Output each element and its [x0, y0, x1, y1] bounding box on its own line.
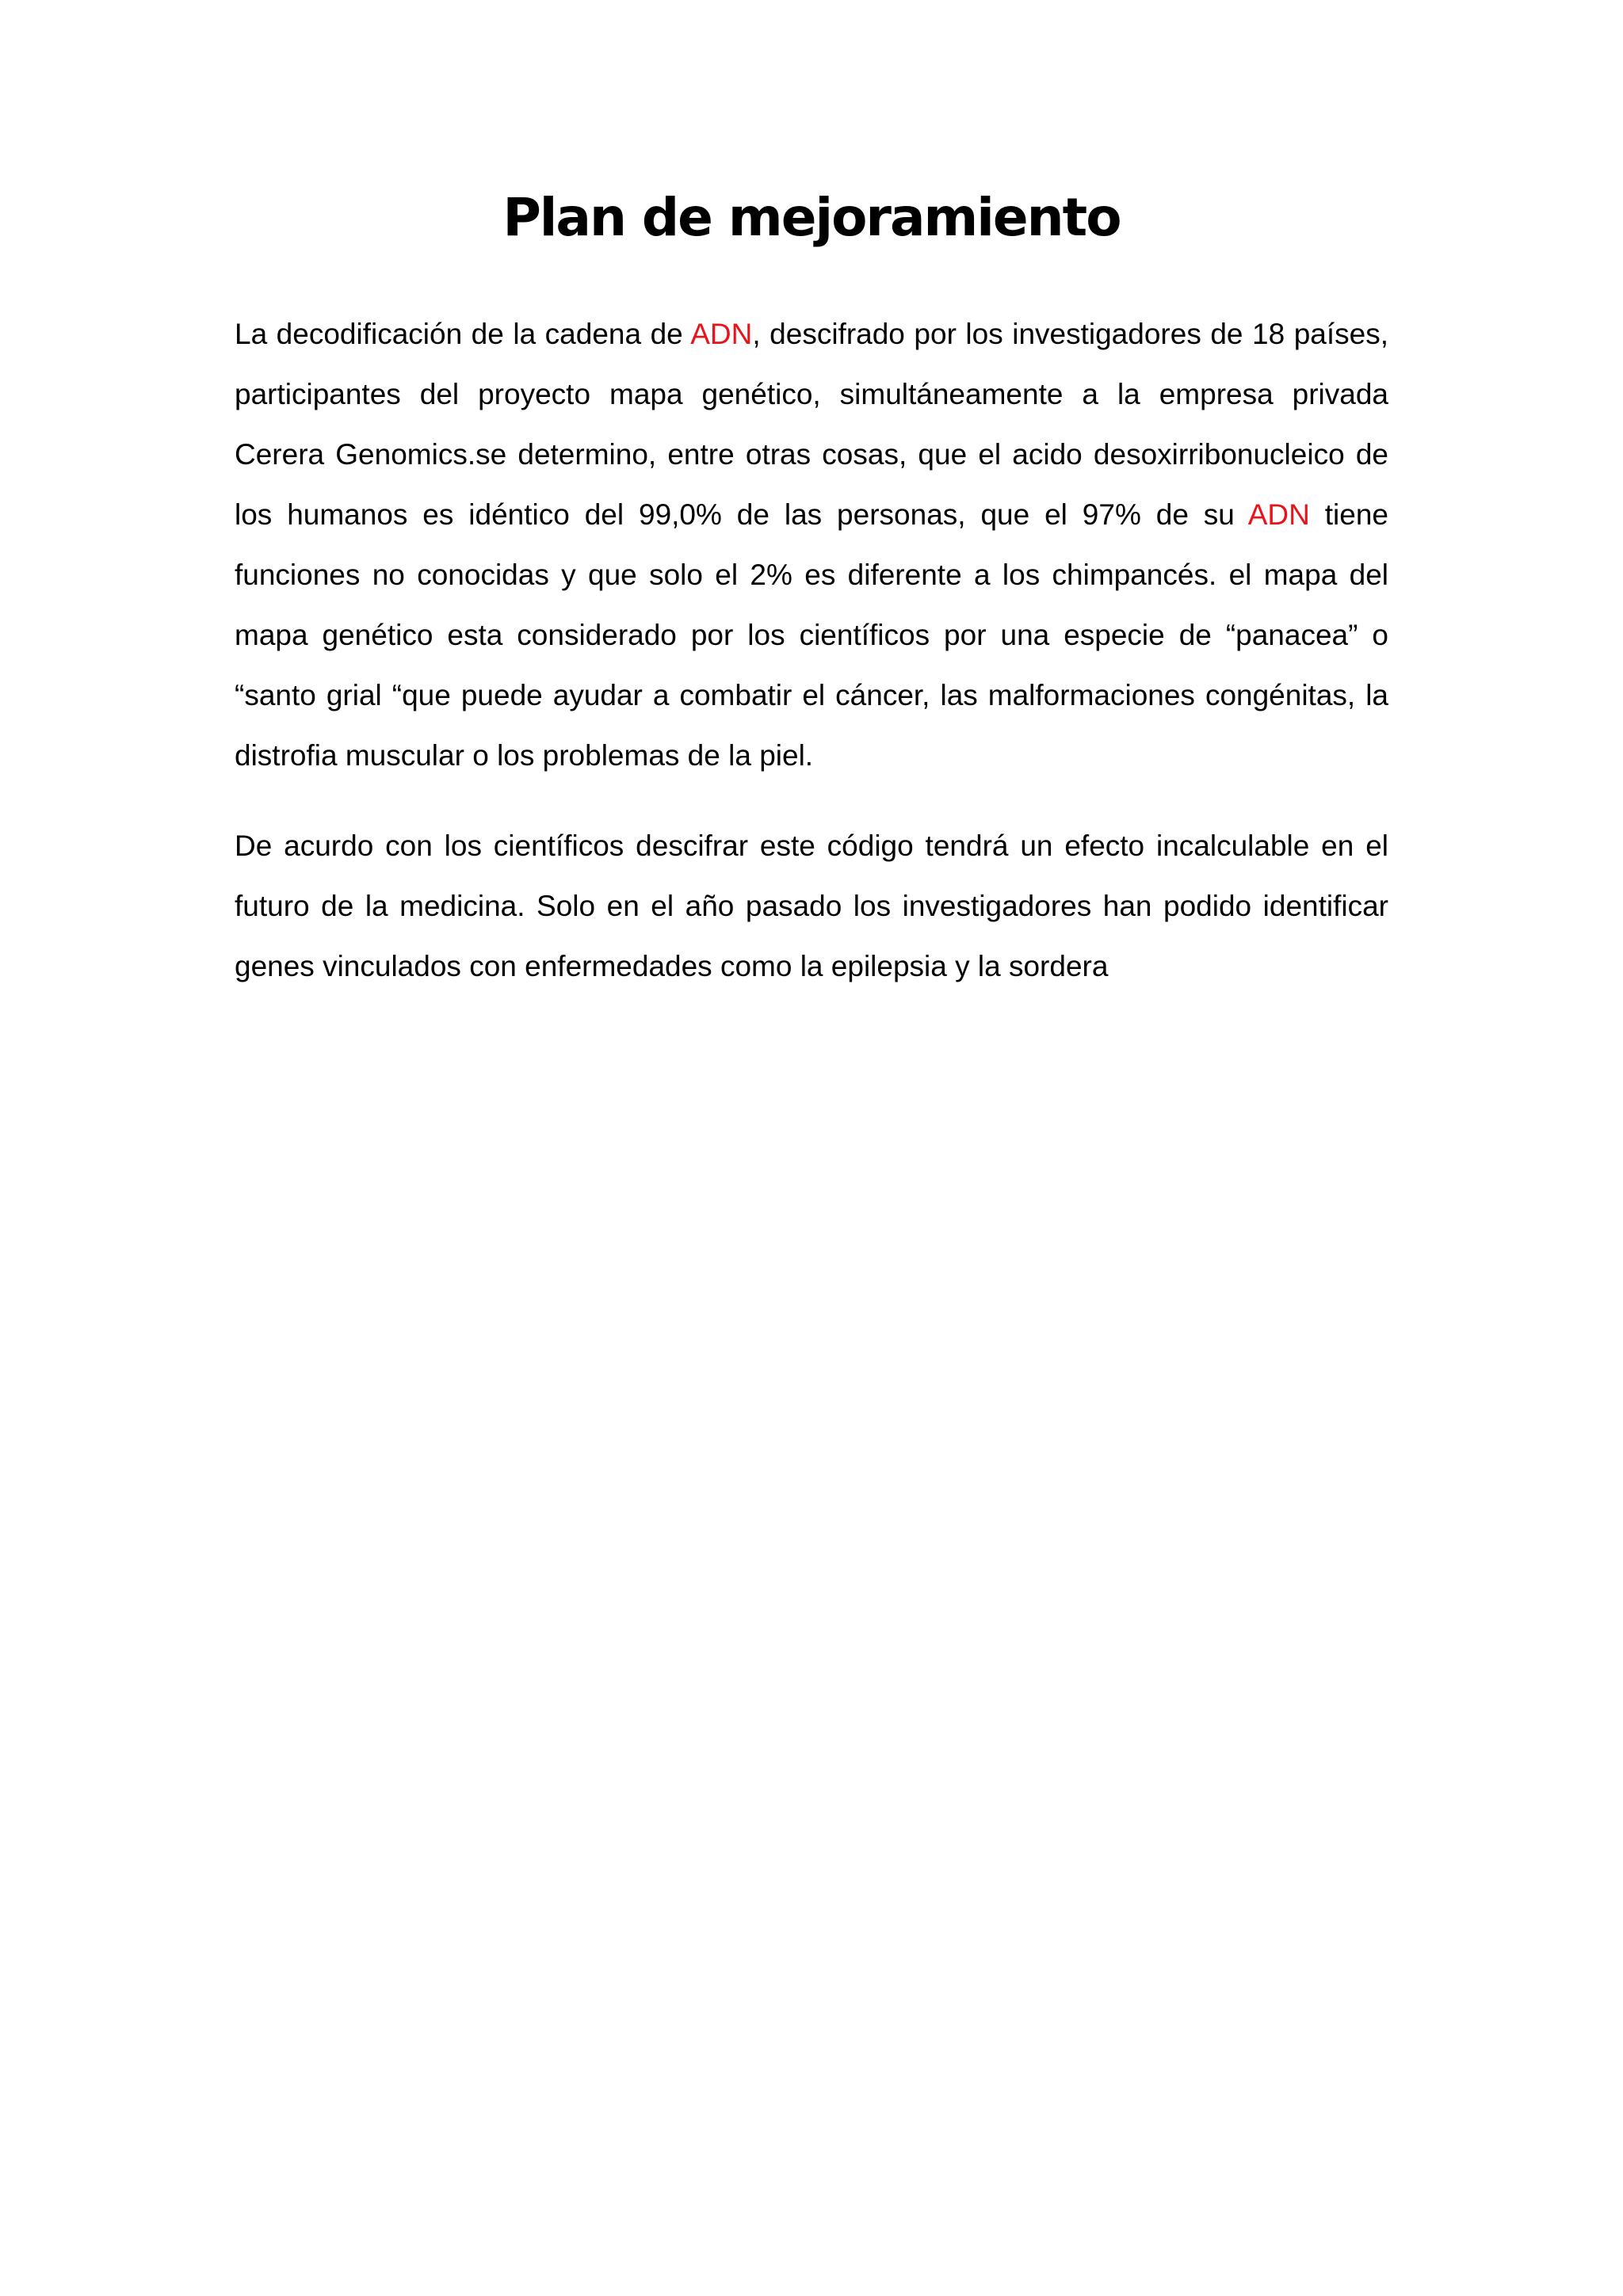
document-title: Plan de mejoramiento — [502, 187, 1121, 248]
paragraph-1-text-a: La decodificación de la cadena de — [235, 318, 691, 350]
paragraph-1-text-b: , descifrado por los investigadores de 18 países, participantes del proyecto mapa genético, simultáneamente a la empresa privada Cerera Genomics.se determino, entre otras cosas, que el acido desoxirribonucleico de los humanos es idéntico del 99,0% de las personas, que el 97% de su — [235, 318, 1388, 531]
paragraph-2: De acurdo con los científicos descifrar este código tendrá un efecto incalculable en el futuro de la medicina. Solo en el año pasado los investigadores han podido identificar genes vinculados con enfermedades como la epilepsia y la sordera — [235, 830, 1388, 982]
adn-highlight-2: ADN — [1247, 498, 1310, 531]
adn-highlight-1: ADN — [690, 318, 753, 350]
paragraph-1 — [235, 304, 1388, 786]
paragraph-1-text-c: tiene funciones no conocidas y que solo el 2% es diferente a los chimpancés. el mapa del mapa genético esta considerado por los científicos por una especie de “panacea” o “santo grial “que puede ayudar a combatir el cáncer, las malformaciones congénitas, la distrofia muscular o los problemas de la piel. — [235, 498, 1388, 772]
